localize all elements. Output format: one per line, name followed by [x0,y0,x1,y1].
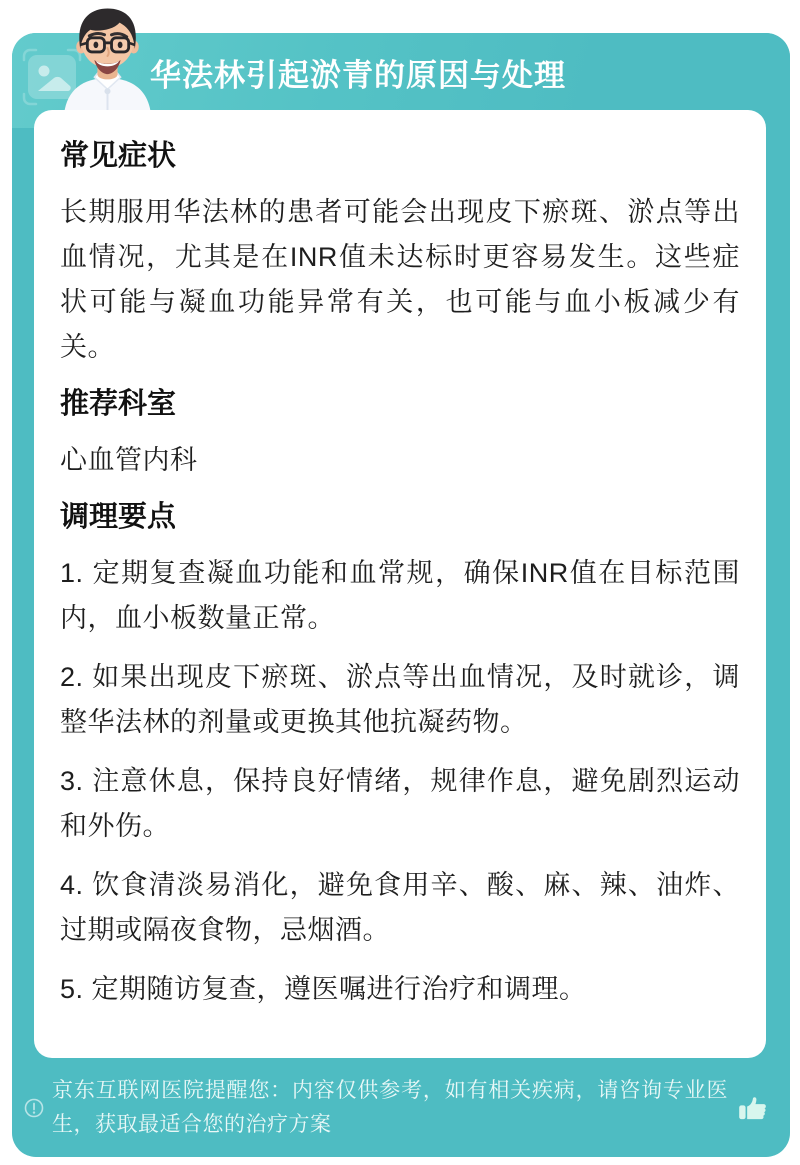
section-heading-care: 调理要点 [60,501,177,533]
alert-circle-icon [24,1098,44,1118]
article-card [34,110,766,1058]
care-tip-2: 2. 如果出现皮下瘀斑、淤点等出血情况，及时就诊，调整华法林的剂量或更换其他抗凝药物。 [60,662,740,737]
thumbs-up-icon[interactable] [736,1091,770,1125]
page-title: 华法林引起淤青的原因与处理 [150,58,566,93]
care-tip-4: 4. 饮食清淡易消化，避免食用辛、酸、麻、辣、油炸、过期或隔夜食物，忌烟酒。 [60,870,740,945]
disclaimer-text: 京东互联网医院提醒您：内容仅供参考，如有相关疾病，请咨询专业医生，获取最适合您的治疗方案 [52,1079,728,1136]
section-body-symptoms: 长期服用华法林的患者可能会出现皮下瘀斑、淤点等出血情况，尤其是在INR值未达标时更容易发生。这些症状可能与凝血功能异常有关，也可能与血小板减少有关。 [60,197,740,362]
care-tip-1: 1. 定期复查凝血功能和血常规，确保INR值在目标范围内，血小板数量正常。 [60,558,740,633]
care-tip-5: 5. 定期随访复查，遵医嘱进行治疗和调理。 [60,974,587,1004]
section-body-department: 心血管内科 [60,445,198,475]
section-heading-department: 推荐科室 [60,388,177,420]
disclaimer-bar [24,1062,778,1154]
care-tip-3: 3. 注意休息，保持良好情绪，规律作息，避免剧烈运动和外伤。 [60,766,740,841]
section-heading-symptoms: 常见症状 [60,140,177,172]
doctor-avatar [50,6,166,114]
